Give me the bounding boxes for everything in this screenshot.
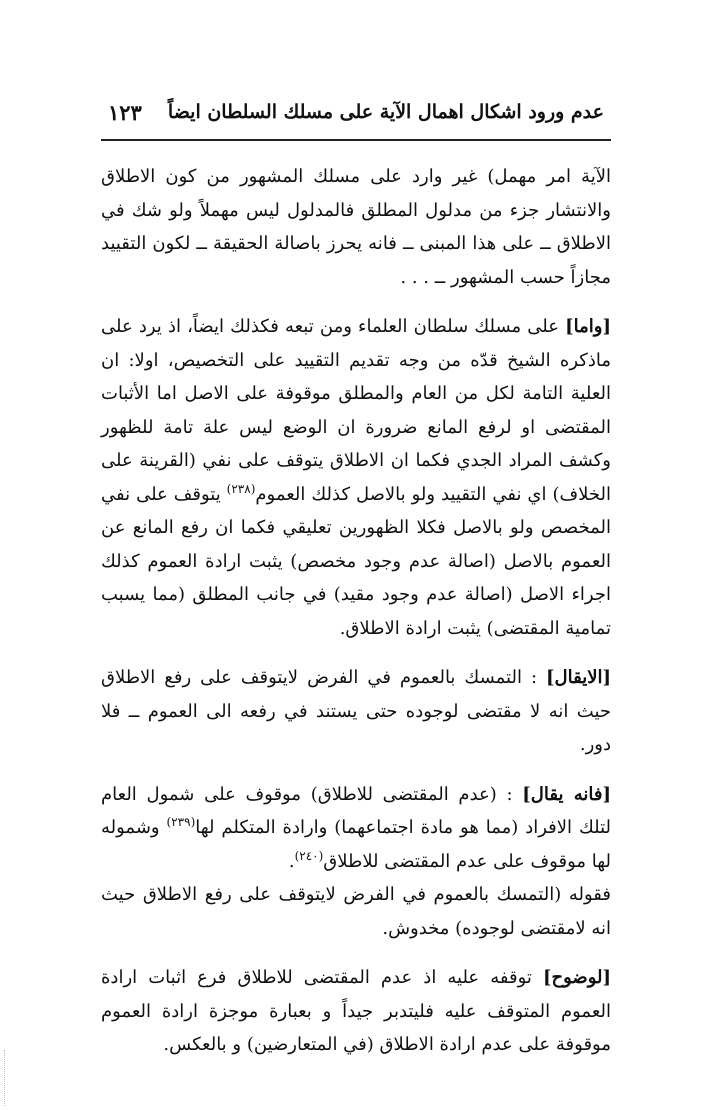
page-number: ١٢٣ [108,99,142,125]
footnote-ref: (٢٤٠) [294,848,324,863]
paragraph-term: [الايقال] [546,667,611,688]
paragraph-text-cont: وشموله لها موقوف على عدم المقتضى للاطلاق [101,817,611,872]
paragraph-6 [101,961,611,1062]
paragraph-3 [101,661,611,762]
paragraph-text: : التمسك بالعموم في الفرض لايتوقف على رفع الاطلاق حيث انه لا مقتضى لوجوده حتى يستند في رفعه الى العموم ــ فلا دور. [101,667,611,755]
paragraph-term: [لوضوح] [542,967,611,988]
paragraph-text-end: . [288,850,295,872]
paragraph-text: على مسلك سلطان العلماء ومن تبعه فكذلك ايضاً، اذ يرد على ماذكره الشيخ قدّه من وجه تقديم التقييد على التخصيص، اولا: ان العلية التامة لكل من العام والمطلق موقوفة على الاصل اما الأثبات المقتضى او لرفع المانع ضرورة ان الوضع ليس علة تامة للظهور وكشف المراد الجدي فكما ان الاطلاق يتوقف على نفي (القرينة على الخلاف) اي نفي التقييد ولو بالاصل كذلك العموم [101,316,611,505]
running-title: عدم ورود اشكال اهمال الآية على مسلك السلطان ايضاً [167,101,604,123]
paragraph-text: الآية امر مهمل) غير وارد على مسلك المشهور من كون الاطلاق والانتشار جزء من مدلول المطلق فالمدلول ليس مهملاً ولو شك في الاطلاق ــ على هذا المبنى ــ فانه يحرز باصالة الحقيقة ــ لكون التقييد مجازاً حسب المشهور ــ . . . [101,166,611,288]
paragraph-1 [101,160,611,294]
paragraph-5 [101,878,611,945]
scan-margin-mark [4,1050,7,1106]
body-text [101,160,611,1062]
paragraph-text: : (عدم المقتضى للاطلاق) موقوف على شمول العام لتلك الافراد (مما هو مادة اجتماعهما) وارادة المتكلم لها [101,783,611,838]
paragraph-2 [101,310,611,645]
footnote-ref: (٢٣٩) [166,815,196,829]
header-divider [101,139,611,141]
paragraph-text: فقوله (التمسك بالعموم في الفرض لايتوقف على رفع الاطلاق حيث انه لامقتضى لوجوده) مخدوش. [101,884,611,939]
paragraph-term: [فانه يقال] [522,783,611,805]
paragraph-term: [واما] [565,316,611,337]
paragraph-4 [101,778,611,879]
paragraph-text-cont: يتوقف على نفي المخصص ولو بالاصل فكلا الظهورين تعليقي فكما ان رفع المانع عن العموم بالاصل (اصالة عدم وجود مخصص) يثبت ارادة العموم كذلك اجراء الاصل (اصالة عدم وجود مقيد) في جانب المطلق (مما يسبب تمامية المقتضى) يثبت ارادة الاطلاق. [101,483,611,639]
paragraph-text: توقفه عليه اذ عدم المقتضى للاطلاق فرع اثبات ارادة العموم المتوقف عليه فليتدبر جيداً و بعبارة موجزة ارادة العموم موقوفة على عدم ارادة الاطلاق (في المتعارضين) و بالعكس. [101,967,611,1055]
page-header [108,92,604,132]
footnote-ref: (٢٣٨) [226,481,256,496]
